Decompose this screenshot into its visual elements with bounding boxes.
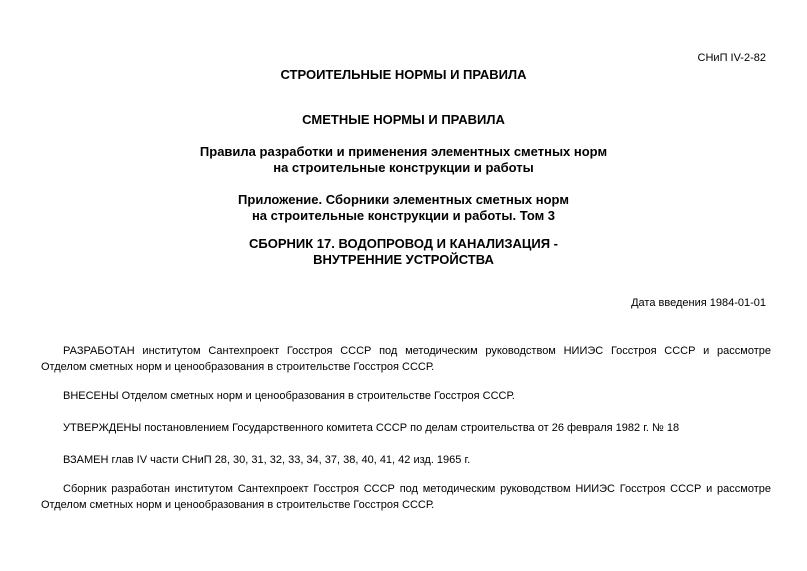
rules-title xyxy=(0,144,807,176)
main-title: СТРОИТЕЛЬНЫЕ НОРМЫ И ПРАВИЛА xyxy=(280,67,527,82)
document-code: СНиП IV-2-82 xyxy=(697,52,766,64)
collection-title-line-1: СБОРНИК 17. ВОДОПРОВОД И КАНАЛИЗАЦИЯ - xyxy=(248,236,559,251)
introduced-by-paragraph: ВНЕСЕНЫ Отделом сметных норм и ценообразования в строительстве Госстроя СССР. xyxy=(63,390,515,402)
collection-developed-line-1: Сборник разработан институтом Сантехпроект Госстроя СССР под методическим руководством НИИЭС Госстроя СССР и рассмотре xyxy=(63,483,771,495)
developed-by-line-1: РАЗРАБОТАН институтом Сантехпроект Госстроя СССР под методическим руководством НИИЭС Госстроя СССР и рассмотре xyxy=(63,345,771,357)
section-title: СМЕТНЫЕ НОРМЫ И ПРАВИЛА xyxy=(302,112,505,127)
collection-developed-line-2: Отделом сметных норм и ценообразования в строительстве Госстроя СССР. xyxy=(41,499,435,511)
appendix-title xyxy=(0,192,807,224)
collection-developed-paragraph xyxy=(41,481,771,513)
introduction-date: Дата введения 1984-01-01 xyxy=(631,297,766,309)
collection-title-line-2: ВНУТРЕННИЕ УСТРОЙСТВА xyxy=(313,252,494,267)
developed-by-paragraph xyxy=(41,343,771,375)
appendix-title-line-1: Приложение. Сборники элементных сметных норм xyxy=(238,192,569,207)
collection-title xyxy=(0,236,807,268)
rules-title-line-2: на строительные конструкции и работы xyxy=(273,160,534,175)
rules-title-line-1: Правила разработки и применения элементных сметных норм xyxy=(199,144,608,159)
appendix-title-line-2: на строительные конструкции и работы. Том 3 xyxy=(251,208,556,223)
approved-by-paragraph: УТВЕРЖДЕНЫ постановлением Государственного комитета СССР по делам строительства от 26 февраля 1982 г. № 18 xyxy=(63,422,680,434)
developed-by-line-2: Отделом сметных норм и ценообразования в строительстве Госстроя СССР. xyxy=(41,361,435,373)
replaces-paragraph: ВЗАМЕН глав IV части СНиП 28, 30, 31, 32, 33, 34, 37, 38, 40, 41, 42 изд. 1965 г. xyxy=(63,454,471,466)
